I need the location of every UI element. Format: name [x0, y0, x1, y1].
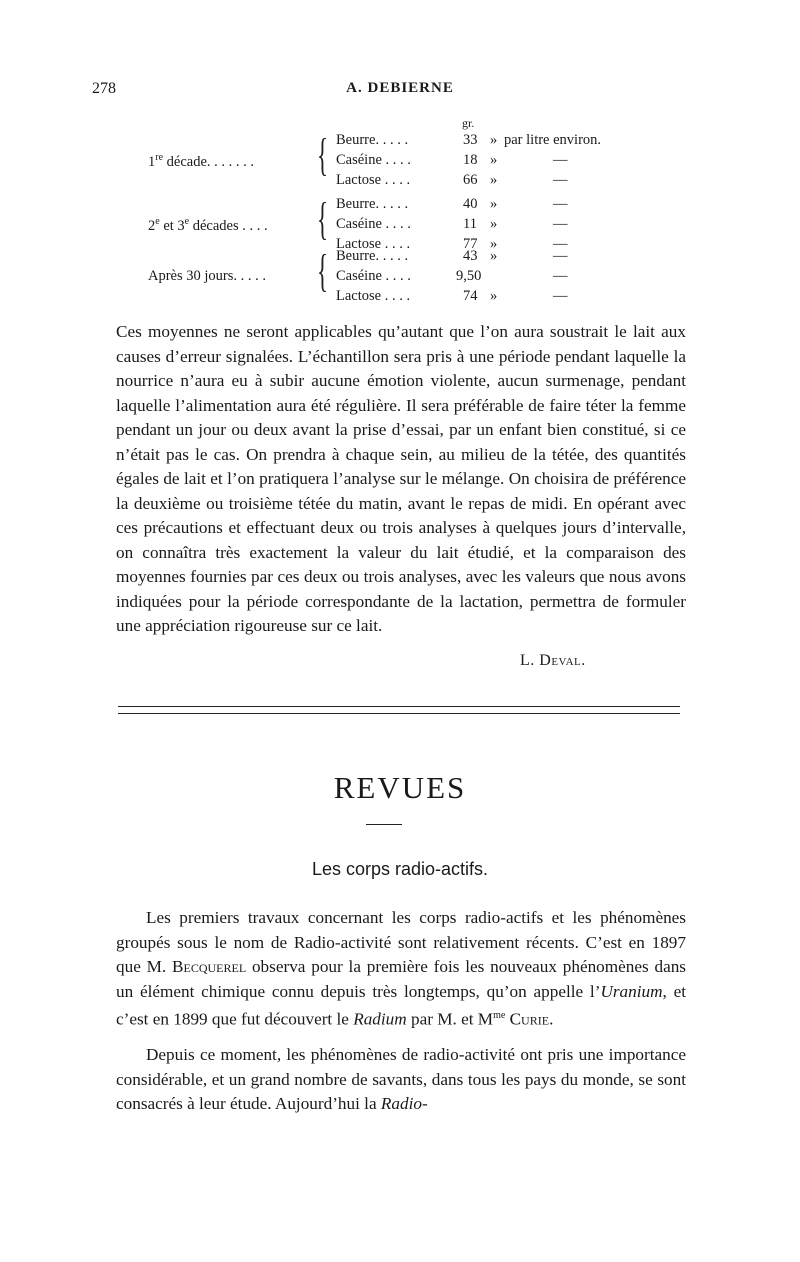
row-mark: »	[490, 236, 498, 252]
paragraph-text: Ces moyennes ne seront applicables qu’autant que l’on aura soustrait le lait aux causes d’erreur signalées. L’échantillon sera pris à une période pendant laquelle la nourrice n’aura eu à subir aucune émotion violente, aucun surmenage, pendant laquelle l’alimentation aura été régulière. Il sera préférable de faire téter la femme pendant un jour ou deux avant la prise d’essai, par un enfant bien constitué, si ce n’était pas le cas. On prendra à chaque sein, au milieu de la tétée, des quantités égales de lait et l’on pratiquera l’analyse sur le mélange. On choisira de préférence la deuxième ou troisième tétée du matin, avant le repas de midi. En opérant avec ces précautions et effectuant deux ou trois analyses à quelques jours d’intervalle, on connaîtra très exactement la valeur du lait étudié, et la comparaison des moyennes fournies par ces deux ou trois analyses, avec les valeurs que nous avons indiquées pour la période correspondante de la lactation, permettra de formuler une appréciation rigoureuse sur ce lait.	[116, 322, 686, 635]
row-value: 9,50	[456, 268, 482, 284]
row-mark: »	[490, 216, 498, 232]
paragraph-intro	[116, 906, 686, 1032]
row-note: —	[553, 268, 568, 284]
row-mark: »	[490, 196, 498, 212]
row-note: —	[553, 248, 568, 264]
row-value: 66	[463, 172, 478, 188]
group-label: 1re décade. . . . . . .	[148, 152, 255, 170]
brace-icon: {	[317, 193, 329, 244]
paragraph-text: Depuis ce moment, les phénomènes de radio-activité ont pris une importance considérable, et un grand nombre de savants, dans tous les pays du monde, se sont consacrés à leur étude. Aujourd’hui la Radio-	[116, 1045, 686, 1113]
brace-icon: {	[317, 129, 329, 180]
row-note: —	[553, 152, 568, 168]
row-item: Caséine . . . .	[336, 152, 411, 168]
article-title: Les corps radio-actifs.	[311, 859, 489, 879]
row-item: Beurre. . . . .	[336, 248, 409, 264]
divider-rule	[118, 706, 680, 707]
row-note: —	[553, 216, 568, 232]
row-item: Caséine . . . .	[336, 268, 411, 284]
term-radio: Radio-	[380, 1094, 428, 1113]
row-mark: »	[490, 288, 498, 304]
name-curie: Curie	[509, 1009, 550, 1029]
short-rule	[366, 824, 402, 825]
row-value: 33	[463, 132, 478, 148]
row-value: 40	[463, 196, 478, 212]
term-uranium: Uranium	[600, 981, 663, 1001]
divider-rule	[118, 713, 680, 714]
row-item: Beurre. . . . .	[336, 196, 409, 212]
group-label: 2e et 3e décades . . . .	[148, 216, 268, 234]
row-mark: »	[490, 132, 498, 148]
row-note: —	[553, 172, 568, 188]
section-title: REVUES	[333, 770, 467, 805]
row-mark: »	[490, 152, 498, 168]
row-value: 18	[463, 152, 478, 168]
group-label: Après 30 jours. . . . .	[148, 268, 267, 284]
running-author: A. DEBIERNE	[346, 80, 454, 96]
running-header	[0, 78, 800, 104]
paragraph-text: Les premiers travaux concernant les corps radio-actifs et les phénomènes groupés sous le nom de Radio-activité sont relativement récents. C’est en 1897 que M. Becquerel observa pour la première fois les nouveaux phénomènes dans un élément chimique connu depuis très longtemps, qu’on appelle l’Uranium, et c’est en 1899 que fut découvert le Radium par M. et $M^{me}$ Curie.	[116, 908, 687, 1029]
row-item: Beurre. . . . .	[336, 132, 409, 148]
milk-composition-table	[0, 112, 800, 312]
row-value: 11	[463, 216, 477, 232]
paragraph-history	[116, 1043, 686, 1117]
name-becquerel: Becquerel	[172, 957, 247, 976]
page-number: 278	[92, 80, 116, 97]
row-note: —	[553, 236, 568, 252]
row-item: Lactose . . . .	[336, 288, 411, 304]
brace-icon: {	[317, 245, 329, 296]
row-note: par litre environ.	[504, 132, 602, 148]
row-item: Lactose . . . .	[336, 172, 411, 188]
row-value: 74	[463, 288, 478, 304]
unit-label: gr.	[462, 116, 475, 130]
paragraph-conclusion	[116, 320, 686, 639]
row-mark: »	[490, 172, 498, 188]
row-value: 77	[463, 236, 478, 252]
row-item: Caséine . . . .	[336, 216, 411, 232]
row-note: —	[553, 288, 568, 304]
row-mark: »	[490, 248, 498, 264]
term-radium: Radium	[353, 1009, 407, 1029]
signature: L. Deval.	[520, 652, 586, 669]
row-item: Lactose . . . .	[336, 236, 411, 252]
row-value: 43	[463, 248, 478, 264]
row-note: —	[553, 196, 568, 212]
